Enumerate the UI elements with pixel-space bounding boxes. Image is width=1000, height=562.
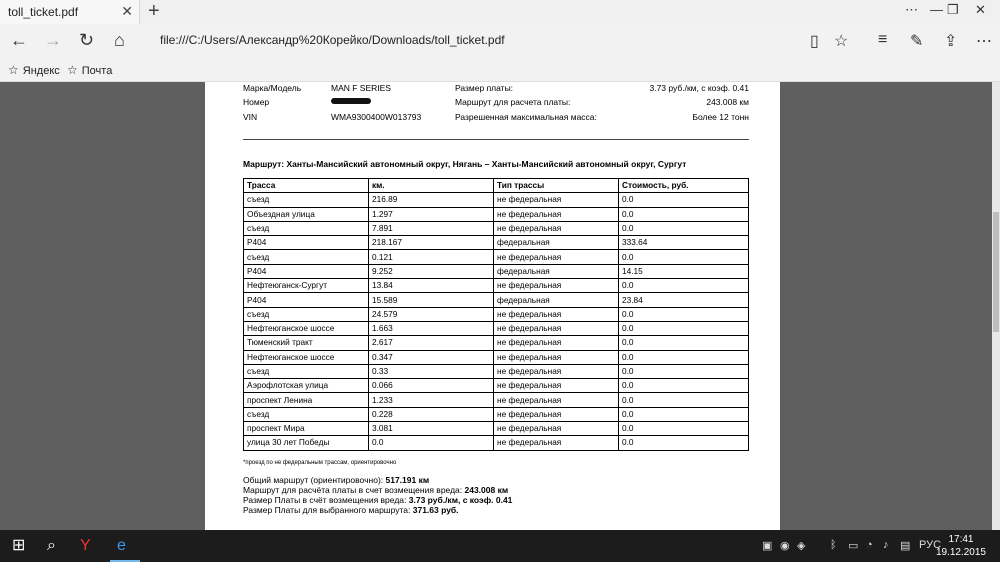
table-cell: 3.081 (369, 422, 494, 436)
route-title: Маршрут: Ханты-Мансийский автономный округ, Нягань – Ханты-Мансийский автономный округ, Сургут (243, 159, 687, 169)
table-cell: федеральная (494, 264, 619, 278)
reading-view-icon[interactable]: ▯ (810, 33, 819, 50)
table-row (244, 364, 749, 378)
new-tab-button[interactable]: + (148, 0, 160, 22)
share-icon[interactable]: ⇪ (944, 33, 958, 50)
table-cell: не федеральная (494, 250, 619, 264)
table-cell: съезд (244, 250, 369, 264)
table-cell: 13.84 (369, 279, 494, 293)
table-cell: 1.233 (369, 393, 494, 407)
taskbar (0, 530, 1000, 562)
bluetooth-icon[interactable]: ᛒ (830, 539, 837, 551)
table-cell: 0.0 (619, 407, 749, 421)
table-row (244, 221, 749, 235)
table-cell: не федеральная (494, 193, 619, 207)
battery-icon[interactable]: ▭ (848, 540, 859, 552)
table-cell: проспект Мира (244, 422, 369, 436)
table-cell: 0.0 (619, 393, 749, 407)
table-row (244, 350, 749, 364)
table-cell: не федеральная (494, 407, 619, 421)
table-cell: Нефтеюганское шоссе (244, 350, 369, 364)
model-value: MAN F SERIES (331, 83, 391, 93)
table-row (244, 207, 749, 221)
address-bar[interactable]: file:///C:/Users/Александр%20Корейко/Downloads/toll_ticket.pdf (160, 33, 505, 47)
table-cell: не федеральная (494, 422, 619, 436)
table-cell: 0.0 (619, 321, 749, 335)
restore-button[interactable]: ❐ (947, 2, 959, 17)
clock[interactable] (936, 533, 986, 559)
pdf-page (205, 82, 780, 530)
table-cell: 216.89 (369, 193, 494, 207)
favorite-yandex[interactable]: ☆ Яндекс (8, 63, 60, 77)
table-cell: не федеральная (494, 393, 619, 407)
network-icon[interactable]: ◔ (866, 539, 873, 551)
menu-icon[interactable]: ⋯ (905, 2, 918, 17)
clock-date: 19.12.2015 (935, 547, 986, 558)
footnote: *проезд по не федеральным трассам, ориентировочно (243, 460, 397, 466)
table-cell: 0.0 (619, 207, 749, 221)
divider (243, 139, 749, 140)
yandex-browser-icon[interactable]: Y (80, 537, 91, 554)
table-row (244, 407, 749, 421)
model-label: Марка/Модель (243, 83, 302, 93)
table-row (244, 236, 749, 250)
summary-line: Общий маршрут (ориентировочно): 517.191 км (243, 475, 430, 485)
table-cell: 1.663 (369, 321, 494, 335)
column-header: Трасса (244, 179, 369, 193)
table-cell: 23.84 (619, 293, 749, 307)
favorite-mail[interactable]: ☆ Почта (67, 63, 113, 77)
table-cell: 1.297 (369, 207, 494, 221)
table-row (244, 393, 749, 407)
summary-line: Размер Платы для выбранного маршрута: 371.63 руб. (243, 505, 459, 515)
table-cell: 9.252 (369, 264, 494, 278)
table-row (244, 307, 749, 321)
table-cell: Тюменский тракт (244, 336, 369, 350)
table-cell: 2.617 (369, 336, 494, 350)
navigation-bar (0, 24, 1000, 58)
table-cell: не федеральная (494, 207, 619, 221)
star-icon: ☆ (67, 63, 78, 77)
web-note-icon[interactable]: ✎ (910, 33, 924, 50)
clock-time: 17:41 (948, 534, 974, 545)
vertical-scrollbar[interactable] (992, 82, 1000, 530)
scrollbar-thumb[interactable] (993, 212, 999, 332)
table-cell: 0.0 (619, 350, 749, 364)
column-header: Тип трассы (494, 179, 619, 193)
table-cell: съезд (244, 407, 369, 421)
table-cell: 0.121 (369, 250, 494, 264)
table-cell: 15.589 (369, 293, 494, 307)
number-label: Номер (243, 97, 270, 107)
table-cell: 0.33 (369, 364, 494, 378)
table-cell: 333.64 (619, 236, 749, 250)
column-header: км. (369, 179, 494, 193)
vin-value: WMA9300400W013793 (331, 112, 422, 122)
table-row (244, 379, 749, 393)
table-cell: не федеральная (494, 307, 619, 321)
tab-title: toll_ticket.pdf (8, 5, 79, 19)
table-cell: съезд (244, 193, 369, 207)
table-row (244, 264, 749, 278)
edge-browser-icon[interactable]: e (117, 537, 126, 554)
notifications-icon[interactable]: ▤ (900, 540, 911, 552)
table-cell: Объездная улица (244, 207, 369, 221)
favorites-bar (0, 58, 1000, 82)
table-cell: съезд (244, 221, 369, 235)
table-cell: съезд (244, 364, 369, 378)
search-icon[interactable]: ⌕ (47, 537, 56, 554)
table-cell: 0.0 (619, 364, 749, 378)
close-window-button[interactable]: ✕ (975, 2, 986, 17)
hub-icon[interactable]: ≡ (878, 31, 888, 48)
minimize-button[interactable]: — (930, 2, 943, 17)
home-button[interactable]: ⌂ (114, 30, 125, 50)
star-icon: ☆ (8, 63, 19, 77)
title-bar (0, 0, 1000, 24)
table-cell: 0.0 (619, 436, 749, 450)
tray-app-icon[interactable]: ◈ (797, 540, 806, 552)
table-cell: проспект Ленина (244, 393, 369, 407)
fee-label: Размер платы: (455, 83, 514, 93)
table-cell: Нефтеюганское шоссе (244, 321, 369, 335)
table-cell: 0.0 (619, 422, 749, 436)
tray-app-icon[interactable]: ▣ (762, 540, 773, 552)
table-row (244, 422, 749, 436)
table-cell: не федеральная (494, 350, 619, 364)
table-cell: 0.0 (619, 250, 749, 264)
mass-value: Более 12 тонн (692, 112, 749, 122)
vin-label: VIN (243, 112, 258, 122)
pdf-viewer[interactable] (0, 82, 1000, 530)
table-cell: съезд (244, 307, 369, 321)
table-cell: 0.0 (619, 279, 749, 293)
refresh-button[interactable]: ↻ (79, 30, 95, 50)
table-cell: не федеральная (494, 436, 619, 450)
table-cell: не федеральная (494, 336, 619, 350)
close-tab-icon[interactable]: ✕ (121, 3, 133, 19)
table-cell: 0.347 (369, 350, 494, 364)
table-row (244, 193, 749, 207)
table-cell: федеральная (494, 236, 619, 250)
route-fee-label: Маршрут для расчета платы: (455, 97, 571, 107)
redacted-number (331, 98, 371, 104)
forward-button[interactable]: → (44, 30, 62, 50)
summary-line: Размер Платы в счёт возмещения вреда: 3.73 руб./км, с коэф. 0.41 (243, 495, 513, 505)
fee-value: 3.73 руб./км, с коэф. 0.41 (649, 83, 749, 93)
table-cell: улица 30 лет Победы (244, 436, 369, 450)
table-cell: не федеральная (494, 321, 619, 335)
tray-app-icon[interactable]: ◉ (780, 540, 790, 552)
table-cell: федеральная (494, 293, 619, 307)
table-cell: Нефтеюганск-Сургут (244, 279, 369, 293)
more-actions-icon[interactable]: ⋯ (976, 33, 992, 50)
table-cell: 14.15 (619, 264, 749, 278)
table-cell: 0.0 (369, 436, 494, 450)
table-cell: 7.891 (369, 221, 494, 235)
table-cell: 218.167 (369, 236, 494, 250)
language-indicator[interactable]: РУС (919, 539, 942, 551)
table-cell: не федеральная (494, 364, 619, 378)
route-table (243, 178, 749, 451)
table-cell: Р404 (244, 236, 369, 250)
table-row (244, 250, 749, 264)
table-cell: 0.0 (619, 379, 749, 393)
table-cell: Р404 (244, 293, 369, 307)
table-row (244, 336, 749, 350)
back-button[interactable]: ← (10, 30, 28, 50)
table-row (244, 293, 749, 307)
table-cell: 0.228 (369, 407, 494, 421)
favorite-star-icon[interactable]: ☆ (834, 33, 849, 50)
table-row (244, 321, 749, 335)
table-cell: 0.0 (619, 336, 749, 350)
column-header: Стоимость, руб. (619, 179, 749, 193)
volume-icon[interactable]: ♪ (883, 539, 889, 551)
table-header-row (244, 179, 749, 193)
tab-toll-ticket[interactable] (0, 0, 140, 24)
mass-label: Разрешенная максимальная масса: (455, 112, 597, 122)
table-cell: Р404 (244, 264, 369, 278)
route-fee-value: 243.008 км (706, 97, 749, 107)
table-cell: не федеральная (494, 221, 619, 235)
table-cell: 0.0 (619, 307, 749, 321)
table-cell: 24.579 (369, 307, 494, 321)
summary-line: Маршрут для расчёта платы в счет возмещения вреда: 243.008 км (243, 485, 509, 495)
table-row (244, 279, 749, 293)
table-cell: Аэрофлотская улица (244, 379, 369, 393)
table-cell: не федеральная (494, 379, 619, 393)
table-cell: не федеральная (494, 279, 619, 293)
table-cell: 0.066 (369, 379, 494, 393)
table-cell: 0.0 (619, 193, 749, 207)
table-row (244, 436, 749, 450)
windows-start-icon[interactable]: ⊞ (12, 537, 26, 554)
table-cell: 0.0 (619, 221, 749, 235)
